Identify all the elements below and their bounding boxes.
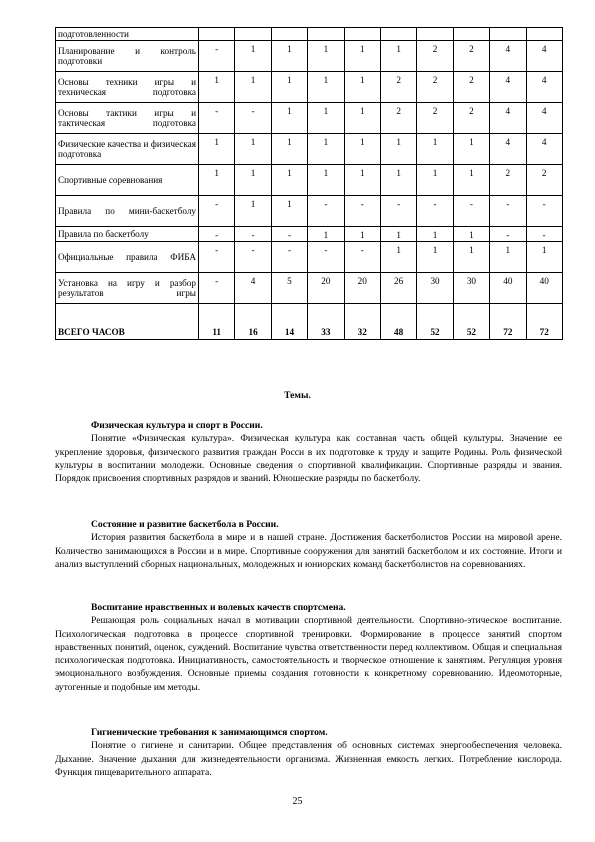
- cell-value: 1: [344, 165, 380, 196]
- row-name: Правила по мини-баскетболу: [56, 196, 199, 227]
- cell-value: -: [235, 103, 271, 134]
- section-basketball-development: [55, 518, 562, 571]
- cell-value: 1: [380, 242, 416, 273]
- cell-value: 1: [271, 103, 307, 134]
- cell-value: [344, 28, 380, 41]
- cell-value: 1: [453, 242, 489, 273]
- row-name: Основы техники игры и техническая подготовка: [56, 72, 199, 103]
- total-value: 32: [344, 304, 380, 340]
- section-physical-culture: [55, 419, 562, 485]
- cell-value: [271, 28, 307, 41]
- cell-value: 1: [344, 72, 380, 103]
- section-title: Физическая культура и спорт в России.: [91, 420, 263, 431]
- table-row: [56, 134, 563, 165]
- total-value: 33: [308, 304, 344, 340]
- cell-value: 2: [380, 103, 416, 134]
- section-body: Понятие «Физическая культура». Физическая культура как составная часть общей культуры. Значение ее укрепление здоровья, физического развития граждан Росси в их подготовке к труду и защите Родины. Роль физической культуры в воспитании молодежи. Основные сведения о спортивной квалификации. Спортивные разряды и звания. Порядок присвоения спортивных разрядов и званий. Юношеские разряды по баскетболу.: [55, 433, 562, 485]
- cell-value: 2: [453, 72, 489, 103]
- cell-value: [199, 28, 235, 41]
- table-row: [56, 242, 563, 273]
- section-body: Решающая роль социальных начал в мотивации спортивной деятельности. Спортивно-этическое воспитание. Психологическая подготовка в процессе спортивной тренировки. Формирование в процессе занятий спортом нравственных понятий, оценок, суждений. Воспитание чувства ответственности перед коллективом. Общая и специальная психологическая подготовка. Инициативность, самостоятельность и творческое отношение к занятиям. Регуляция уровня эмоционального возбуждения. Основные приемы создания готовности к конкретному соревнованию. Идеомоторные, аутогенные и подобные им методы.: [55, 615, 562, 693]
- cell-value: -: [308, 196, 344, 227]
- cell-value: 1: [271, 165, 307, 196]
- total-value: 14: [271, 304, 307, 340]
- cell-value: 2: [490, 165, 526, 196]
- cell-value: 1: [380, 41, 416, 72]
- section-moral-qualities: [55, 601, 562, 694]
- cell-value: -: [199, 196, 235, 227]
- table-row: [56, 41, 563, 72]
- cell-value: 1: [417, 165, 453, 196]
- cell-value: 1: [417, 134, 453, 165]
- cell-value: 4: [526, 72, 562, 103]
- cell-value: 26: [380, 273, 416, 304]
- cell-value: 1: [308, 41, 344, 72]
- cell-value: 2: [453, 41, 489, 72]
- cell-value: -: [235, 242, 271, 273]
- cell-value: 1: [199, 72, 235, 103]
- table-row: [56, 165, 563, 196]
- cell-value: [417, 28, 453, 41]
- total-value: 72: [526, 304, 562, 340]
- cell-value: 1: [490, 242, 526, 273]
- cell-value: 1: [271, 134, 307, 165]
- cell-value: 4: [526, 134, 562, 165]
- cell-value: 1: [199, 165, 235, 196]
- cell-value: 1: [344, 103, 380, 134]
- cell-value: [490, 28, 526, 41]
- cell-value: -: [490, 196, 526, 227]
- row-name: Планирование и контроль подготовки: [56, 41, 199, 72]
- cell-value: -: [199, 41, 235, 72]
- row-name: подготовленности: [56, 28, 199, 41]
- total-label: ВСЕГО ЧАСОВ: [56, 304, 199, 340]
- section-title: Воспитание нравственных и волевых качеств спортсмена.: [91, 602, 346, 613]
- cell-value: -: [199, 273, 235, 304]
- cell-value: 1: [380, 134, 416, 165]
- cell-value: 2: [417, 72, 453, 103]
- table-row: [56, 28, 563, 41]
- cell-value: 1: [235, 196, 271, 227]
- cell-value: 4: [490, 41, 526, 72]
- cell-value: 2: [380, 72, 416, 103]
- section-hygiene: [55, 726, 562, 779]
- table-row: [56, 72, 563, 103]
- cell-value: -: [344, 242, 380, 273]
- total-value: 48: [380, 304, 416, 340]
- cell-value: -: [344, 196, 380, 227]
- total-value: 52: [417, 304, 453, 340]
- cell-value: 1: [308, 72, 344, 103]
- cell-value: 1: [453, 165, 489, 196]
- cell-value: 2: [417, 41, 453, 72]
- cell-value: 1: [380, 227, 416, 242]
- cell-value: 1: [526, 242, 562, 273]
- cell-value: -: [526, 227, 562, 242]
- cell-value: 1: [308, 165, 344, 196]
- cell-value: 1: [344, 41, 380, 72]
- cell-value: 20: [308, 273, 344, 304]
- cell-value: 1: [308, 103, 344, 134]
- cell-value: [453, 28, 489, 41]
- row-name: Физические качества и физическая подготовка: [56, 134, 199, 165]
- section-body: История развития баскетбола в мире и в нашей стране. Достижения баскетболистов России на мировой арене. Количество занимающихся в России и в мире. Спортивные сооружения для занятий баскетболом и их состояние. Итоги и анализ выступлений сборных национальных, молодежных и юниорских команд баскетболистов на соревнованиях.: [55, 532, 562, 570]
- total-value: 52: [453, 304, 489, 340]
- cell-value: 1: [308, 134, 344, 165]
- cell-value: -: [417, 196, 453, 227]
- cell-value: 1: [380, 165, 416, 196]
- cell-value: -: [526, 196, 562, 227]
- cell-value: 1: [271, 196, 307, 227]
- cell-value: 4: [526, 103, 562, 134]
- cell-value: -: [199, 103, 235, 134]
- cell-value: 4: [235, 273, 271, 304]
- cell-value: 1: [453, 134, 489, 165]
- cell-value: -: [308, 242, 344, 273]
- cell-value: -: [199, 227, 235, 242]
- table-row: [56, 227, 563, 242]
- page-number: 25: [292, 796, 303, 807]
- total-value: 72: [490, 304, 526, 340]
- cell-value: 4: [526, 41, 562, 72]
- cell-value: -: [271, 227, 307, 242]
- row-name: Спортивные соревнования: [56, 165, 199, 196]
- table-row: [56, 103, 563, 134]
- row-name: Официальные правила ФИБА: [56, 242, 199, 273]
- cell-value: 30: [417, 273, 453, 304]
- cell-value: 1: [199, 134, 235, 165]
- cell-value: 1: [235, 165, 271, 196]
- cell-value: 2: [453, 103, 489, 134]
- cell-value: -: [271, 242, 307, 273]
- cell-value: 1: [344, 227, 380, 242]
- section-body: Понятие о гигиене и санитарии. Общее представления об основных системах энергообеспечения человека. Дыхание. Значение дыхания для жизнедеятельности организма. Жизненная емкость легких. Потребление кислорода. Функция пищеварительного аппарата.: [55, 740, 562, 778]
- cell-value: 1: [235, 41, 271, 72]
- cell-value: 1: [235, 134, 271, 165]
- table-row: [56, 273, 563, 304]
- cell-value: 30: [453, 273, 489, 304]
- cell-value: -: [199, 242, 235, 273]
- topics-title: Темы.: [284, 390, 311, 401]
- cell-value: 4: [490, 103, 526, 134]
- hours-table: [55, 27, 563, 340]
- row-name: Установка на игру и разбор результатов игры: [56, 273, 199, 304]
- cell-value: 4: [490, 134, 526, 165]
- cell-value: 40: [490, 273, 526, 304]
- cell-value: 2: [417, 103, 453, 134]
- cell-value: 1: [417, 227, 453, 242]
- cell-value: -: [490, 227, 526, 242]
- cell-value: 1: [235, 72, 271, 103]
- section-title: Гигиенические требования к занимающимся спортом.: [91, 727, 328, 738]
- row-name: Основы тактики игры и тактическая подготовка: [56, 103, 199, 134]
- total-value: 11: [199, 304, 235, 340]
- row-name: Правила по баскетболу: [56, 227, 199, 242]
- cell-value: 1: [453, 227, 489, 242]
- cell-value: 1: [271, 41, 307, 72]
- cell-value: [308, 28, 344, 41]
- cell-value: 20: [344, 273, 380, 304]
- total-value: 16: [235, 304, 271, 340]
- cell-value: 5: [271, 273, 307, 304]
- cell-value: 1: [417, 242, 453, 273]
- cell-value: 1: [344, 134, 380, 165]
- cell-value: 1: [308, 227, 344, 242]
- cell-value: [380, 28, 416, 41]
- cell-value: -: [453, 196, 489, 227]
- cell-value: -: [235, 227, 271, 242]
- section-title: Состояние и развитие баскетбола в России.: [91, 519, 279, 530]
- table-total-row: [56, 304, 563, 340]
- cell-value: 1: [271, 72, 307, 103]
- cell-value: [526, 28, 562, 41]
- cell-value: 40: [526, 273, 562, 304]
- table-row: [56, 196, 563, 227]
- cell-value: [235, 28, 271, 41]
- cell-value: -: [380, 196, 416, 227]
- cell-value: 4: [490, 72, 526, 103]
- cell-value: 2: [526, 165, 562, 196]
